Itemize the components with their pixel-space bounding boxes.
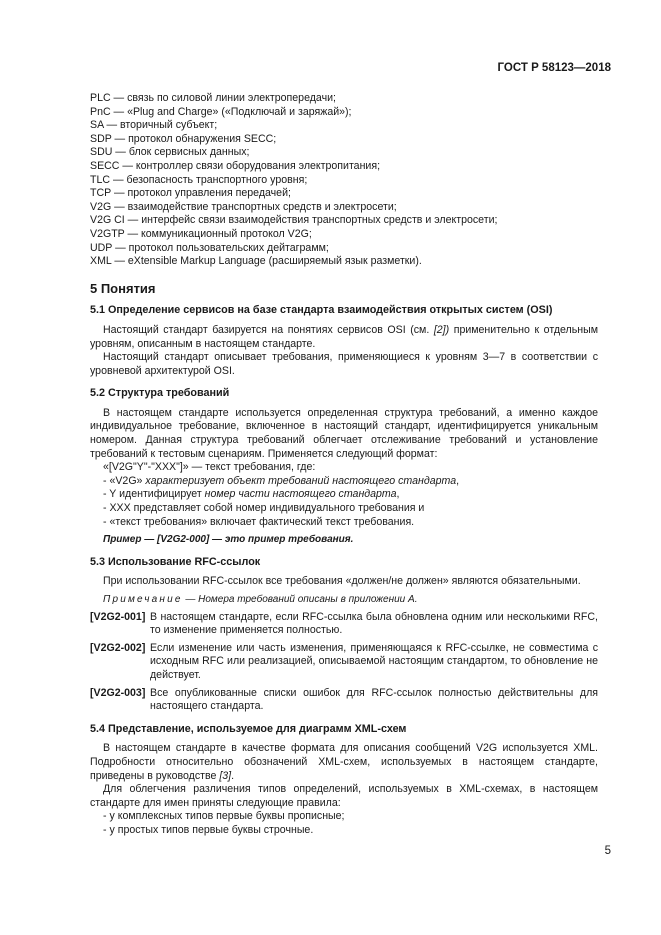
requirement-item [90, 687, 598, 714]
section-5-2-heading: 5.2 Структура требований [90, 387, 230, 400]
abbreviation-item: UDP — протокол пользовательских дейтаграмм; [90, 241, 329, 254]
requirement-text: Если изменение или часть изменения, применяющаяся к RFC-ссылке, не совместима с исходным RFC или реализацией, описываемой настоящим стандартом, то обновление не действует. [150, 641, 598, 681]
text-run: применительно к отдельным уровням, описанным в настоящем стандарте. [90, 323, 599, 350]
section-5-4-heading: 5.4 Представление, используемое для диаграмм XML-схем [90, 722, 407, 735]
abbreviation-item: SDU — блок сервисных данных; [90, 146, 250, 159]
section-5-1-heading: 5.1 Определение сервисов на базе стандарта взаимодействия открытых систем (OSI) [90, 304, 553, 317]
requirement-text: Все опубликованные списки ошибок для RFC-ссылок полностью действительны для настоящего стандарта. [150, 686, 598, 713]
note-label: Примечание [103, 594, 183, 605]
requirement-format: «[V2G"Y"-"XXX"]» — текст требования, где: [103, 461, 316, 474]
requirement-id: [V2G2-003] [90, 686, 146, 699]
section-5-1-paragraph-1 [90, 324, 598, 351]
abbreviation-item: SDP — протокол обнаружения SECC; [90, 132, 277, 145]
abbreviation-item: V2G CI — интерфейс связи взаимодействия транспортных средств и электросети; [90, 214, 498, 227]
text-run-italic: характеризует объект требований настоящего стандарта [145, 474, 457, 487]
reference-link: [2]) [433, 323, 450, 336]
note-line [90, 593, 598, 607]
text-run: . [231, 769, 235, 782]
requirement-text: В настоящем стандарте, если RFC-ссылка была обновлена одним или несколькими RFC, то изменение применяется полностью. [150, 610, 598, 637]
example-line: Пример — [V2G2-000] — это пример требования. [103, 534, 354, 546]
format-item [90, 488, 598, 502]
requirement-id: [V2G2-002] [90, 641, 146, 654]
abbreviation-item: TLC — безопасность транспортного уровня; [90, 173, 308, 186]
text-run: , [396, 488, 400, 501]
section-5-heading: 5 Понятия [90, 280, 156, 296]
text-run: В настоящем стандарте в качестве формата для описания сообщений V2G используется XML. Подробности относительно обозначений XML-схем, используемых в настоящем стандарте, приведены в руководстве [90, 742, 598, 782]
abbreviation-item: TCP — протокол управления передачей; [90, 187, 291, 200]
requirement-item [90, 611, 598, 638]
page-number: 5 [604, 845, 611, 857]
format-item: - «текст требования» включает фактический текст требования. [103, 515, 415, 528]
format-item: - XXX представляет собой номер индивидуального требования и [103, 502, 425, 515]
section-5-2-paragraph-1: В настоящем стандарте используется определенная структура требований, а именно каждое индивидуальное требование, включенное в настоящий стандарт, идентифицируется уникальным номером. Данная структура требований облегчает отслеживание требований и установление требований к тестовым сценариям. Применяется следующий формат: [90, 406, 598, 460]
standard-header: ГОСТ Р 58123—2018 [497, 62, 611, 74]
naming-rule-item: - у простых типов первые буквы строчные. [103, 823, 314, 836]
abbreviation-item: XML — eXtensible Markup Language (расширяемый язык разметки). [90, 255, 422, 268]
text-run-italic: номер части настоящего стандарта [204, 488, 397, 501]
abbreviation-item: SA — вторичный субъект; [90, 119, 218, 132]
section-5-1-paragraph-2: Настоящий стандарт описывает требования, применяющиеся к уровням 3—7 в соответствии с уровневой архитектурой OSI. [90, 351, 598, 377]
note-text: — Номера требований описаны в приложении А. [182, 594, 418, 605]
section-5-4-paragraph-2: Для облегчения различения типов определений, используемых в XML-схемах, в настоящем стандарте для имен приняты следующие правила: [90, 783, 598, 809]
reference-link: [3] [219, 769, 232, 782]
requirement-item [90, 642, 598, 683]
section-5-3-heading: 5.3 Использование RFC-ссылок [90, 555, 261, 568]
abbreviation-item: PnC — «Plug and Charge» («Подключай и заряжай»); [90, 105, 352, 118]
abbreviation-item: PLC — связь по силовой линии электропередачи; [90, 92, 336, 104]
requirement-id: [V2G2-001] [90, 610, 146, 623]
abbreviation-item: SECC — контроллер связи оборудования электропитания; [90, 159, 381, 172]
text-run: Настоящий стандарт базируется на понятиях сервисов OSI (см. [103, 323, 434, 336]
page-content [90, 92, 598, 838]
section-5-3-paragraph-1: При использовании RFC-ссылок все требования «должен/не должен» являются обязательными. [103, 575, 581, 588]
section-5-4-paragraph-1 [90, 742, 598, 783]
text-run: , [456, 474, 460, 487]
abbreviation-item: V2GTP — коммуникационный протокол V2G; [90, 227, 312, 240]
text-run: - «V2G» [103, 474, 146, 487]
naming-rule-item: - у комплексных типов первые буквы прописные; [103, 810, 345, 823]
format-item [90, 475, 598, 489]
text-run: - Y идентифицирует [103, 488, 205, 501]
abbreviation-item: V2G — взаимодействие транспортных средств и электросети; [90, 200, 397, 213]
abbreviations-list [90, 92, 598, 269]
